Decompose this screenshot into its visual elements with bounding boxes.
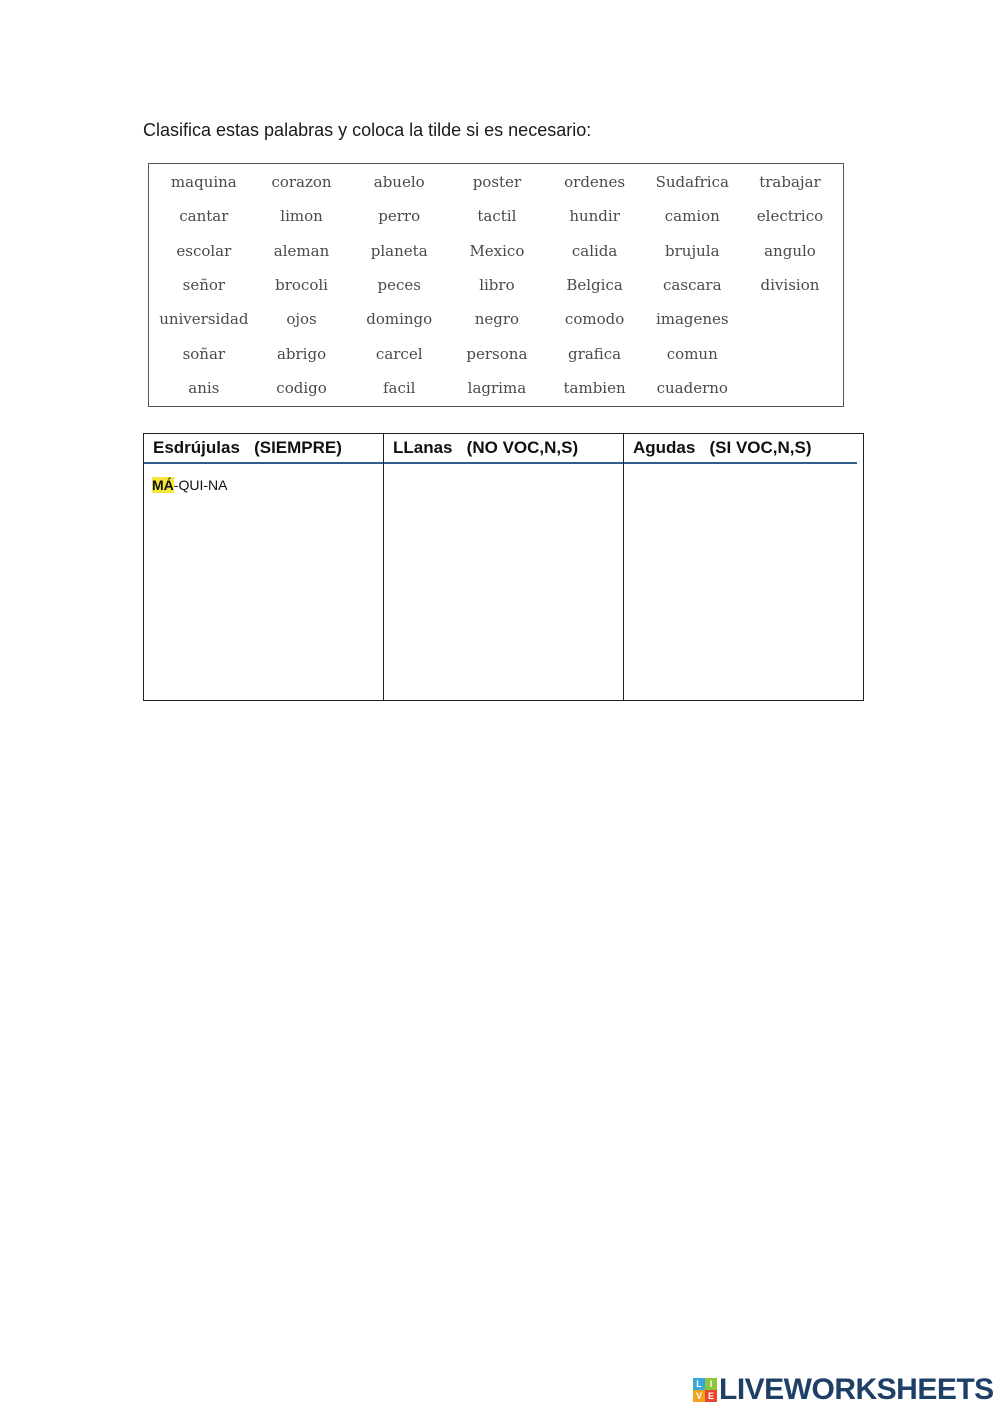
word-grid [155,165,841,405]
word-item: abrigo [276,344,327,363]
word-item: universidad [159,310,249,329]
instruction-text: Clasifica estas palabras y coloca la tilde si es necesario: [143,120,592,140]
word-item: codigo [276,378,327,397]
word-item: escolar [176,241,232,260]
word-item [741,336,839,370]
word-item: tactil [477,207,517,226]
word-item: abuelo [373,173,425,192]
word-item: perro [378,207,421,226]
logo-mark-icon [693,1378,717,1402]
example-rest: -QUI-NA [173,477,228,493]
logo-mark-cell: V [693,1390,705,1402]
column-esdrujulas[interactable] [144,434,384,700]
word-item: brujula [665,241,720,260]
word-item: Sudafrica [655,173,729,192]
logo-mark-cell: L [693,1378,705,1390]
word-item: ojos [286,310,317,329]
word-item: maquina [170,173,237,192]
word-bank [148,163,844,407]
word-item: tambien [563,378,626,397]
logo-mark-cell: I [705,1378,717,1390]
word-item: ordenes [564,173,626,192]
word-item: division [760,276,820,295]
example-answer [152,477,227,493]
word-item: angulo [764,241,816,260]
word-item: cantar [179,207,229,226]
word-item: peces [377,276,421,295]
word-item: libro [479,276,515,295]
word-item: aleman [273,241,330,260]
word-item: soñar [182,344,226,363]
word-item: negro [474,310,520,329]
column-agudas[interactable] [624,434,863,700]
word-item: domingo [366,310,433,329]
logo-text: LIVEWORKSHEETS [719,1373,994,1406]
word-item: brocoli [275,276,328,295]
column-header-esdrujulas: Esdrújulas (SIEMPRE) [144,434,383,464]
classification-table [143,433,864,701]
word-item: planeta [370,241,428,260]
word-item: anis [188,378,220,397]
word-item: cascara [663,276,722,295]
word-item: calida [571,241,618,260]
word-item: facil [382,378,416,397]
word-item: poster [472,173,522,192]
word-item: trabajar [759,173,821,192]
word-item: corazon [271,173,332,192]
word-item: carcel [375,344,423,363]
word-item: comodo [564,310,625,329]
word-item: señor [182,276,226,295]
liveworksheets-logo [693,1374,994,1406]
column-header-llanas: LLanas (NO VOC,N,S) [384,434,623,464]
stressed-syllable: MÁ [152,477,174,493]
word-item: electrico [756,207,824,226]
word-item: grafica [568,344,622,363]
logo-mark-cell: E [705,1390,717,1402]
word-item: Belgica [566,276,623,295]
column-llanas[interactable] [384,434,624,700]
word-item: persona [466,344,528,363]
word-item: comun [666,344,718,363]
column-header-agudas: Agudas (SI VOC,N,S) [624,434,857,464]
word-item: hundir [569,207,620,226]
word-item [741,371,839,405]
word-item: limon [280,207,323,226]
word-item: imagenes [655,310,729,329]
word-item: Mexico [469,241,525,260]
word-item: lagrima [467,378,527,397]
word-item: cuaderno [656,378,728,397]
word-item [741,302,839,336]
word-item: camion [664,207,720,226]
